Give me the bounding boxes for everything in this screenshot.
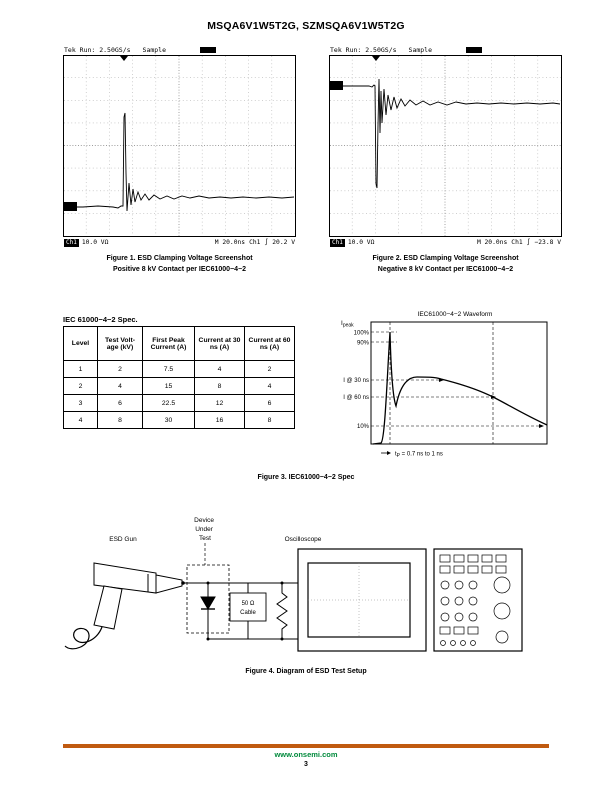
figure1-caption-line1: Figure 1. ESD Clamping Voltage Screenshot [106,255,253,262]
figure3-caption: Figure 3. IEC61000−4−2 Spec [257,474,355,481]
cable-box [230,593,266,621]
junction-dot [207,638,210,641]
footer-link[interactable]: www.onsemi.com [274,750,338,759]
waveform-curve [373,332,547,444]
scope1-trigger-source: Ch1 [249,239,261,246]
scope2-vertical-scale: 10.0 VΩ [347,239,375,246]
iec-spec-table [63,326,295,429]
spec-table-row [64,361,295,378]
esd-gun-handle [94,586,122,629]
scope-screenshot-negative [329,45,562,248]
waveform-label-90: 90% [356,340,369,347]
dut-label: Device Under Test [194,517,215,542]
spec-cell: 2 [98,361,143,378]
scope1-acquisition-indicator [200,47,216,53]
scope1-timebase: M 20.0ns [214,239,246,246]
scope1-header [63,45,296,55]
scope2-sample-label: Sample [408,46,433,54]
scope2-trigger-source: Ch1 [511,239,523,246]
spec-table-heading: IEC 61000−4−2 Spec. [63,315,138,324]
spec-table-row [64,412,295,429]
spec-cell: 7.5 [143,361,195,378]
spec-cell: 15 [143,378,195,395]
spec-cell: 1 [64,361,98,378]
esd-gun-cord [65,627,102,649]
spec-cell: 4 [98,378,143,395]
scope2-channel-badge: Ch1 [332,238,343,246]
oscilloscope-drawing [298,549,522,651]
waveform-label-10: 10% [356,424,369,430]
spec-cell: 6 [98,395,143,412]
spec-cell: 2 [245,361,295,378]
scope1-trigger-level: 20.2 V [272,239,295,246]
scope1-channel-badge: Ch1 [66,238,77,246]
spec-col-header: Level [64,327,98,361]
figure1-caption [63,254,296,275]
spec-col-header: First Peak Current (A) [143,327,195,361]
scope1-display [63,55,296,237]
oscilloscope-label: Oscilloscope [284,536,322,543]
spec-col-header: Current at 60 ns (A) [245,327,295,361]
scope2-acquisition-indicator [466,47,482,53]
spec-cell: 8 [195,378,245,395]
diode-symbol [201,583,215,639]
waveform-ipeak-label: $I_{peak}$ [341,320,354,329]
junction-dot [207,582,210,585]
scope2-trigger-level: −23.8 V [534,239,561,246]
spec-cell: 4 [195,361,245,378]
spec-cell: 2 [64,378,98,395]
waveform-label-100: 100% [353,330,369,337]
scope1-sample-label: Sample [142,46,167,54]
waveform-risetime-note: $t_P = 0.7$ ns to 1 ns [395,451,443,459]
spec-table-row [64,395,295,412]
spec-col-header: Test Volt-age (kV) [98,327,143,361]
esd-test-setup-diagram [60,513,552,670]
footer-accent-bar [63,744,549,748]
scope1-trigger-slope-icon: ∫ [264,239,269,246]
scope2-readout-bar [329,237,562,248]
spec-cell: 8 [98,412,143,429]
esd-gun-nozzle [156,575,182,593]
waveform-reference-arrows [439,378,544,428]
spec-cell: 8 [245,412,295,429]
esd-gun-label: ESD Gun [109,536,137,543]
figure4-caption: Figure 4. Diagram of ESD Test Setup [245,668,367,675]
scope1-graticule-border [64,56,296,237]
page-title: MSQA6V1W5T2G, SZMSQA6V1W5T2G [207,20,405,32]
figure1-caption-line2: Positive 8 kV Contact per IEC61000−4−2 [112,265,247,273]
scope2-display [329,55,562,237]
waveform-risetime-arrowhead [387,451,391,455]
scope2-run-label: Tek Run: 2.50GS/s [330,46,397,54]
spec-cell: 4 [64,412,98,429]
iec-waveform-chart [333,308,557,473]
scope2-trigger-slope-icon: ∫ [526,239,531,246]
spec-cell: 30 [143,412,195,429]
scope1-run-label: Tek Run: 2.50GS/s [64,46,131,54]
figure2-caption-line2: Negative 8 kV Contact per IEC61000−4−2 [377,265,514,273]
figure2-caption-line1: Figure 2. ESD Clamping Voltage Screenshot [372,255,519,262]
spec-cell: 3 [64,395,98,412]
scope-screenshot-positive [63,45,296,248]
waveform-title: IEC61000−4−2 Waveform [417,311,493,318]
spec-cell: 6 [245,395,295,412]
terminator-resistor [277,583,287,639]
spec-col-header: Current at 30 ns (A) [195,327,245,361]
scope2-graticule-border [330,56,562,237]
scope1-readout-bar [63,237,296,248]
scope2-ch1-position-label: 1→ [331,83,339,90]
figure2-caption [329,254,562,275]
spec-cell: 22.5 [143,395,195,412]
scope1-ch1-position-label: 1→ [65,204,73,211]
waveform-label-i30: I @ 30 ns [343,378,369,384]
cable-label-line1: 50 Ω [241,601,255,607]
spec-table-row [64,378,295,395]
footer-page-number: 3 [304,761,308,768]
spec-cell: 16 [195,412,245,429]
waveform-y-labels [343,331,369,431]
scope2-header [329,45,562,55]
esd-gun-drawing [65,563,182,649]
spec-cell: 4 [245,378,295,395]
waveform-label-i60: I @ 60 ns [343,395,369,401]
spec-cell: 12 [195,395,245,412]
scope2-timebase: M 20.0ns [476,239,508,246]
cable-label-line2: Cable [240,610,256,616]
spec-header-row [64,327,295,361]
scope1-vertical-scale: 10.0 VΩ [81,239,109,246]
